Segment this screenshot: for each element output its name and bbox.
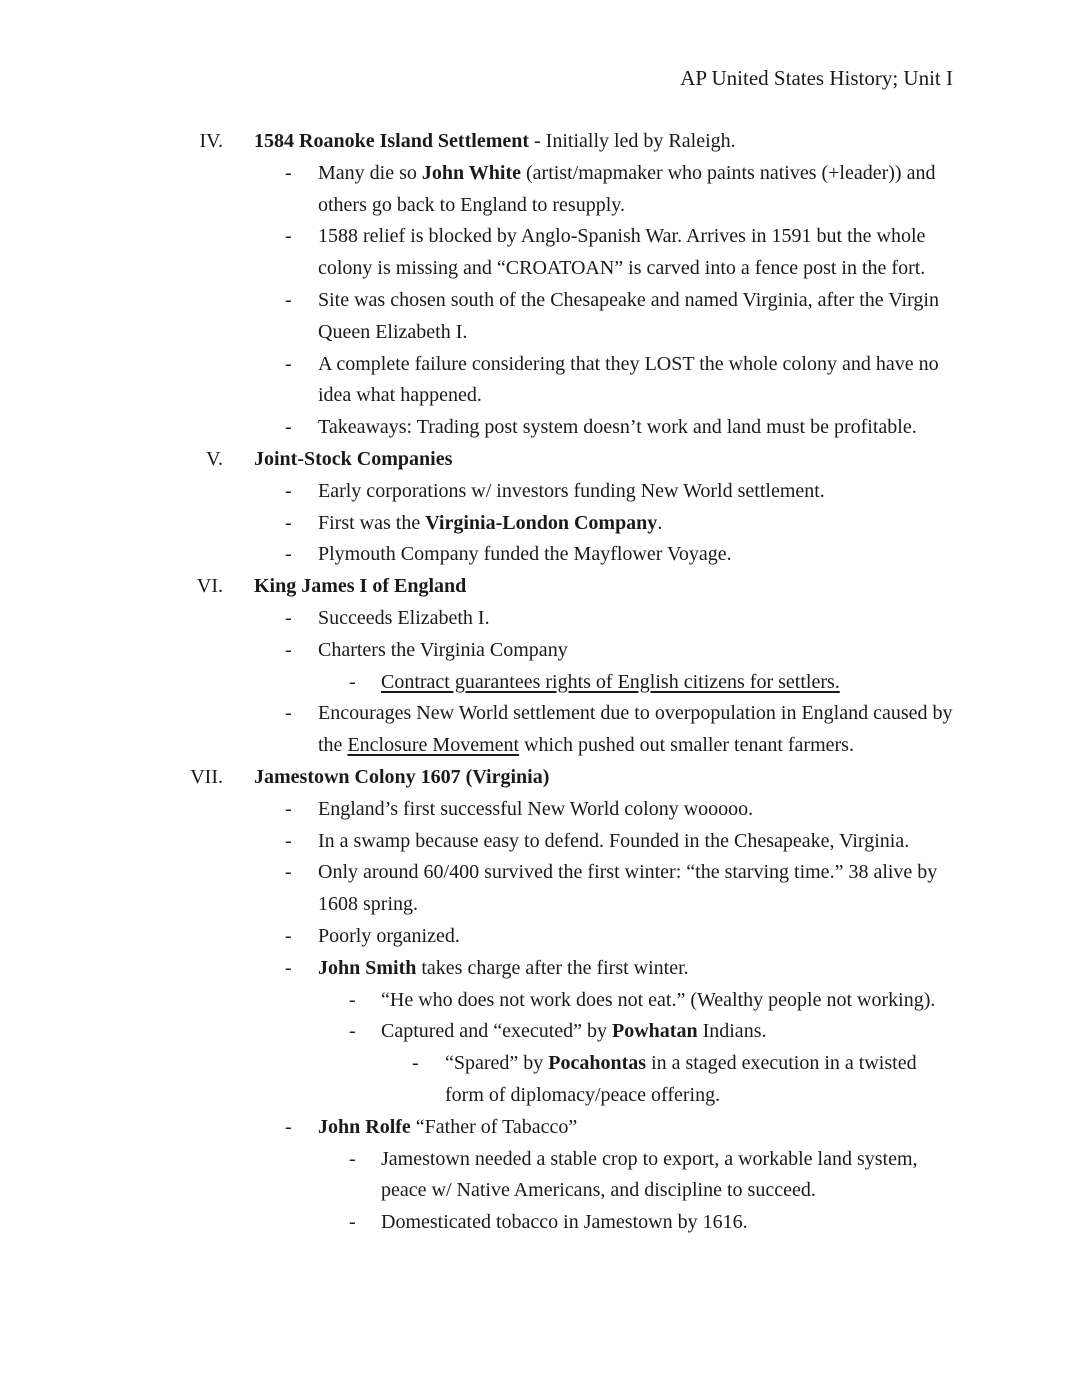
dash-bullet: - [285, 1115, 292, 1138]
list-item: - Takeaways: Trading post system doesn’t work and land must be profitable. [0, 412, 1080, 444]
outline [0, 126, 1080, 1239]
dash-bullet: - [285, 161, 292, 184]
section-vi [0, 571, 1080, 762]
list-item: - John Smith takes charge after the first winter. [0, 953, 1080, 985]
section-numeral: IV. [199, 130, 223, 152]
section-vii [0, 762, 1080, 1239]
list-item: - First was the Virginia-London Company. [0, 508, 1080, 540]
dash-bullet: - [285, 352, 292, 375]
dash-bullet: - [285, 829, 292, 852]
list-item: - Site was chosen south of the Chesapeake and named Virginia, after the Virgin Queen Elizabeth I. [0, 285, 1080, 349]
list-subsubitem: - “Spared” by Pocahontas in a staged execution in a twisted form of diplomacy/peace offering. [0, 1048, 1080, 1112]
list-item: - Plymouth Company funded the Mayflower Voyage. [0, 539, 1080, 571]
dash-bullet: - [349, 1211, 356, 1234]
list-subitem: - “He who does not work does not eat.” (Wealthy people not working). [0, 985, 1080, 1017]
list-item: - John Rolfe “Father of Tabacco” [0, 1112, 1080, 1144]
section-heading [0, 126, 1080, 158]
dash-bullet: - [349, 988, 356, 1011]
list-item: - Only around 60/400 survived the first winter: “the starving time.” 38 alive by 1608 spring. [0, 857, 1080, 921]
dash-bullet: - [349, 1020, 356, 1043]
dash-bullet: - [285, 702, 292, 725]
list-item: - England’s first successful New World colony wooooo. [0, 794, 1080, 826]
list-item: - Charters the Virginia Company [0, 635, 1080, 667]
section-heading [0, 571, 1080, 603]
list-item: - Succeeds Elizabeth I. [0, 603, 1080, 635]
dash-bullet: - [285, 225, 292, 248]
list-subitem: - Jamestown needed a stable crop to export, a workable land system, peace w/ Native Americans, and discipline to succeed. [0, 1144, 1080, 1208]
section-numeral: V. [206, 447, 223, 470]
list-item: - Encourages New World settlement due to overpopulation in England caused by the Enclosure Movement which pushed out smaller tenant farmers. [0, 698, 1080, 762]
dash-bullet: - [285, 861, 292, 884]
dash-bullet: - [285, 543, 292, 566]
section-title: Joint-Stock Companies [254, 447, 453, 470]
dash-bullet: - [285, 606, 292, 629]
page-header: AP United States History; Unit I [680, 66, 953, 90]
section-title: Jamestown Colony 1607 (Virginia) [254, 765, 550, 788]
dash-bullet: - [285, 416, 292, 439]
section-v [0, 444, 1080, 571]
dash-bullet: - [349, 670, 356, 693]
dash-bullet: - [285, 956, 292, 979]
section-numeral: VI. [196, 575, 223, 598]
list-subitem: - Captured and “executed” by Powhatan Indians. [0, 1016, 1080, 1048]
dash-bullet: - [349, 1147, 356, 1170]
list-item: - In a swamp because easy to defend. Founded in the Chesapeake, Virginia. [0, 826, 1080, 858]
section-title: 1584 Roanoke Island Settlement - Initially led by Raleigh. [254, 130, 736, 152]
list-item: - 1588 relief is blocked by Anglo-Spanish War. Arrives in 1591 but the whole colony is missing and “CROATOAN” is carved into a fence post in the fort. [0, 221, 1080, 285]
list-item: - Poorly organized. [0, 921, 1080, 953]
list-item: - Many die so John White (artist/mapmaker who paints natives (+leader)) and others go back to England to resupply. [0, 158, 1080, 222]
dash-bullet: - [285, 924, 292, 947]
list-subitem: - Domesticated tobacco in Jamestown by 1616. [0, 1207, 1080, 1239]
dash-bullet: - [285, 511, 292, 534]
list-item: - A complete failure considering that they LOST the whole colony and have no idea what happened. [0, 349, 1080, 413]
list-subitem: - Contract guarantees rights of English citizens for settlers. [0, 667, 1080, 699]
dash-bullet: - [412, 1052, 419, 1075]
section-heading [0, 444, 1080, 476]
dash-bullet: - [285, 288, 292, 311]
section-heading [0, 762, 1080, 794]
dash-bullet: - [285, 638, 292, 661]
section-numeral: VII. [190, 765, 223, 788]
section-iv [0, 126, 1080, 444]
dash-bullet: - [285, 797, 292, 820]
dash-bullet: - [285, 479, 292, 502]
list-item: - Early corporations w/ investors funding New World settlement. [0, 476, 1080, 508]
section-title: King James I of England [254, 575, 467, 598]
